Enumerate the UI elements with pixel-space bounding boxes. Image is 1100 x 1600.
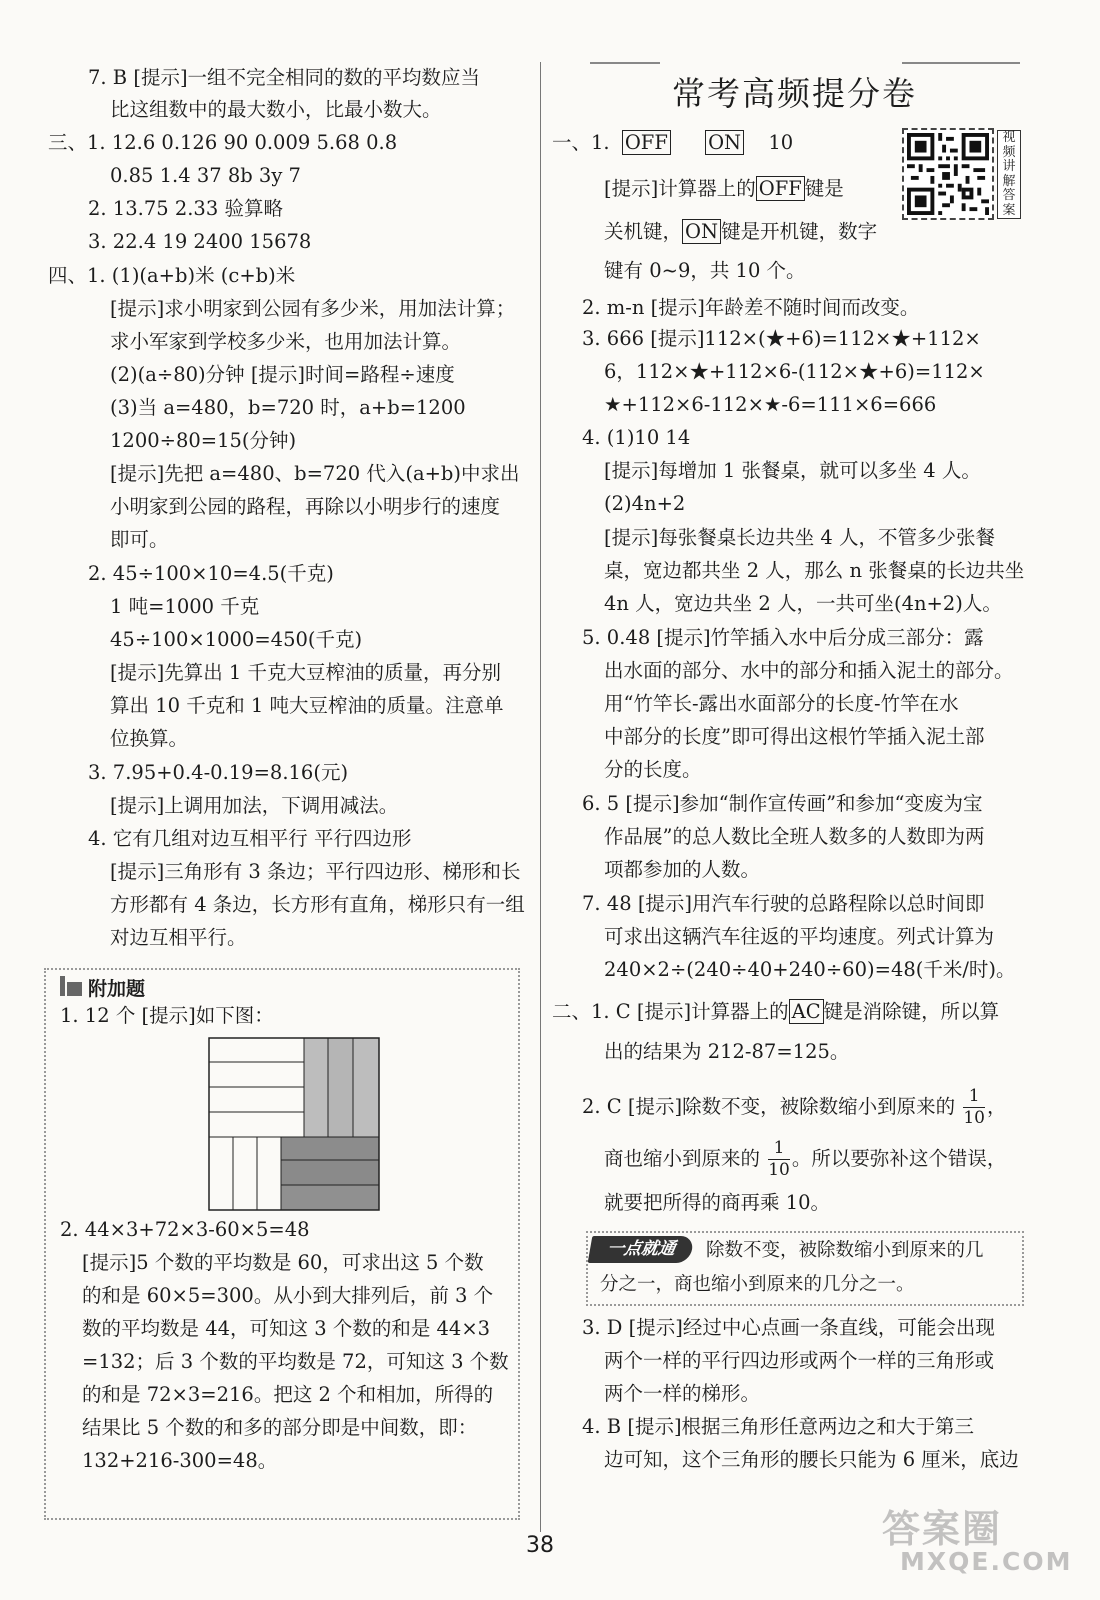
hint-1-line2: 关机键， ON 键是开机键，数字 <box>604 220 878 243</box>
right-answer-line: 6. 5 [提示]参加“制作宣传画”和参加“变废为宝 <box>582 792 983 815</box>
gray-horizontal-bar-3 <box>281 1185 379 1210</box>
answer-2-2-line3: 就要把所得的商再乘 10。 <box>604 1191 831 1214</box>
rectangle-tiling-figure <box>208 1037 380 1211</box>
answer-1-1: 一、1. OFF ON 10 <box>552 131 794 154</box>
left-answer-line: 0.85 1.4 37 8b 3y 7 <box>110 164 301 187</box>
gray-horizontal-bar-1 <box>281 1137 379 1160</box>
tip-line-2: 分之一，商也缩小到原来的几分之一。 <box>600 1274 915 1295</box>
qr-caption: 视频讲解答案 <box>997 130 1021 219</box>
right-answer-line: ★+112×6-112×★-6=111×6=666 <box>604 393 937 416</box>
left-answer-line: 的和是 72×3=216。把这 2 个和相加，所得的 <box>82 1383 494 1406</box>
left-answer-line: 4. 它有几组对边互相平行 平行四边形 <box>88 827 412 850</box>
extra-title-icon <box>60 976 65 996</box>
page-number: 38 <box>526 1533 554 1558</box>
left-answer-line: 1 吨=1000 千克 <box>110 595 260 618</box>
title-rule-left <box>590 62 660 64</box>
white-vertical-bars <box>209 1137 281 1210</box>
left-answer-line: [提示]先算出 1 千克大豆榨油的质量，再分别 <box>110 661 502 684</box>
right-answer-line: 桌，宽边都共坐 2 人，那么 n 张餐桌的长边共坐 <box>604 559 1025 582</box>
left-answer-line: [提示]三角形有 3 条边；平行四边形、梯形和长 <box>110 860 521 883</box>
ac-key-box: AC <box>789 999 824 1024</box>
right-answer-line: 可求出这辆汽车往返的平均速度。列式计算为 <box>604 925 995 948</box>
gray-vertical-bar-2 <box>328 1038 353 1137</box>
qr-code-pattern <box>907 133 989 215</box>
left-answer-line: 7. B [提示]一组不完全相同的数的平均数应当 <box>88 66 481 89</box>
gray-vertical-bar-1 <box>304 1038 328 1137</box>
left-answer-line: [提示]先把 a=480、b=720 代入(a+b)中求出 <box>110 462 520 485</box>
on-key-box-hint: ON <box>682 219 721 244</box>
gray-horizontal-bar-2 <box>281 1160 379 1185</box>
answer-2-1-line2: 出的结果为 212-87=125。 <box>604 1040 850 1063</box>
right-answer-line: 5. 0.48 [提示]竹竿插入水中后分成三部分：露 <box>582 626 984 649</box>
left-answer-line: 3. 7.95+0.4-0.19=8.16(元) <box>88 761 349 784</box>
extra-title: 附加题 <box>88 978 146 1000</box>
right-answer-line: 中部分的长度”即可得出这根竹竿插入泥土部 <box>604 725 985 748</box>
left-answer-line: 结果比 5 个数的和多的部分即是中间数，即： <box>82 1416 478 1439</box>
left-answer-line: 对边互相平行。 <box>110 926 247 949</box>
right-answer-line: 6，112×★+112×6-(112×★+6)=112× <box>604 360 985 383</box>
right-answer-line: 边可知，这个三角形的腰长只能为 6 厘米，底边 <box>604 1448 1019 1471</box>
right-answer-line: 用“竹竿长-露出水面部分的长度-竹竿在水 <box>604 692 959 715</box>
hint-1-line1: [提示]计算器上的 OFF 键是 <box>604 177 844 200</box>
right-answer-line: 240×2÷(240÷40+240÷60)=48(千米/时)。 <box>604 958 1016 981</box>
right-answer-line: 作品展”的总人数比全班人数多的人数即为两 <box>604 825 985 848</box>
left-answer-line: 四、1. (1)(a+b)米 (c+b)米 <box>48 264 296 287</box>
column-divider <box>540 62 541 1532</box>
right-answer-line: 出水面的部分、水中的部分和插入泥土的部分。 <box>604 659 1014 682</box>
right-answer-line: 2. m-n [提示]年龄差不随时间而改变。 <box>582 296 920 319</box>
left-answer-line: 45÷100×1000=450(千克) <box>110 628 363 651</box>
left-answer-line: 三、1. 12.6 0.126 90 0.009 5.68 0.8 <box>48 131 398 154</box>
hint-1-line3: 键有 0~9，共 10 个。 <box>604 259 806 282</box>
white-horizontal-bars <box>209 1038 304 1137</box>
left-answer-line: [提示]求小明家到公园有多少米，用加法计算； <box>110 297 516 320</box>
right-answer-line: [提示]每增加 1 张餐桌，就可以多坐 4 人。 <box>604 459 981 482</box>
section-title: 常考高频提分卷 <box>672 74 917 113</box>
off-key-box-hint: OFF <box>756 176 805 201</box>
answer-2-1: 二、1. C [提示]计算器上的 AC 键是消除键，所以算 <box>552 1000 1000 1023</box>
tip-line-1: 除数不变，被除数缩小到原来的几 <box>706 1240 984 1261</box>
right-answer-line: 两个一样的平行四边形或两个一样的三角形或 <box>604 1349 995 1372</box>
left-answer-line: 3. 22.4 19 2400 15678 <box>88 230 312 253</box>
gray-vertical-bar-3 <box>353 1038 379 1137</box>
on-key-box: ON <box>705 130 744 155</box>
right-answer-line: 7. 48 [提示]用汽车行驶的总路程除以总时间即 <box>582 892 985 915</box>
left-answer-line: [提示]上调用加法，下调用减法。 <box>110 794 399 817</box>
left-answer-line: 求小军家到学校多少米，也用加法计算。 <box>110 330 462 353</box>
right-answer-line: 3. 666 [提示]112×(★+6)=112×★+112× <box>582 327 981 350</box>
answer-2-2: 2. C [提示]除数不变，被除数缩小到原来的 $\frac{1}{10}$ ， <box>582 1086 1007 1128</box>
title-rule-right <box>902 62 1020 64</box>
tip-badge: 一点就通 <box>588 1236 695 1263</box>
off-key-box: OFF <box>622 130 671 155</box>
left-answer-line: 位换算。 <box>110 727 189 750</box>
site-watermark: 答案圈 MXQE.COM <box>882 1507 1073 1576</box>
right-answer-line: 4n 人，宽边共坐 2 人，一共可坐(4n+2)人。 <box>604 592 1002 615</box>
left-answer-line: (2)(a÷80)分钟 [提示]时间=路程÷速度 <box>110 363 455 386</box>
left-answer-line: [提示]5 个数的平均数是 60，可求出这 5 个数 <box>82 1251 484 1274</box>
left-answer-line: 算出 10 千克和 1 吨大豆榨油的质量。注意单 <box>110 694 504 717</box>
left-answer-line: 小明家到公园的路程，再除以小明步行的速度 <box>110 495 501 518</box>
left-answer-line: 1200÷80=15(分钟) <box>110 429 297 452</box>
right-answer-line: 两个一样的梯形。 <box>604 1382 761 1405</box>
left-answer-line: 2. 13.75 2.33 验算略 <box>88 197 283 220</box>
left-answer-line: =132；后 3 个数的平均数是 72，可知这 3 个数 <box>82 1350 509 1373</box>
left-answer-line: (3)当 a=480，b=720 时，a+b=1200 <box>110 396 466 419</box>
extra-title-icon-square <box>67 982 82 996</box>
right-answer-line: 4. B [提示]根据三角形任意两边之和大于第三 <box>582 1415 975 1438</box>
left-answer-line: 比这组数中的最大数小，比最小数大。 <box>110 98 442 121</box>
fraction-one-tenth-2: $\frac{1}{10}$ <box>768 1138 790 1180</box>
right-answer-line: 分的长度。 <box>604 758 702 781</box>
fraction-one-tenth: $\frac{1}{10}$ <box>963 1086 985 1128</box>
left-answer-line: 方形都有 4 条边，长方形有直角，梯形只有一组 <box>110 893 525 916</box>
answer-2-2-line2: 商也缩小到原来的 $\frac{1}{10}$ 。所以要弥补这个错误， <box>604 1138 1007 1180</box>
left-answer-line: 即可。 <box>110 528 169 551</box>
right-answer-line: [提示]每张餐桌长边共坐 4 人，不管多少张餐 <box>604 526 996 549</box>
right-answer-line: 4. (1)10 14 <box>582 426 691 449</box>
left-answer-line: 的和是 60×5=300。从小到大排列后，前 3 个 <box>82 1284 494 1307</box>
left-answer-line: 2. 45÷100×10=4.5(千克) <box>88 562 334 585</box>
qr-code[interactable] <box>902 128 994 220</box>
left-answer-line: 数的平均数是 44，可知这 3 个数的和是 44×3 <box>82 1317 491 1340</box>
right-answer-line: 3. D [提示]经过中心点画一条直线，可能会出现 <box>582 1316 995 1339</box>
right-answer-line: (2)4n+2 <box>604 492 686 515</box>
right-answer-line: 项都参加的人数。 <box>604 858 761 881</box>
left-answer-line: 1. 12 个 [提示]如下图： <box>60 1004 274 1027</box>
left-answer-line: 132+216-300=48。 <box>82 1449 278 1472</box>
left-answer-line: 2. 44×3+72×3-60×5=48 <box>60 1218 310 1241</box>
